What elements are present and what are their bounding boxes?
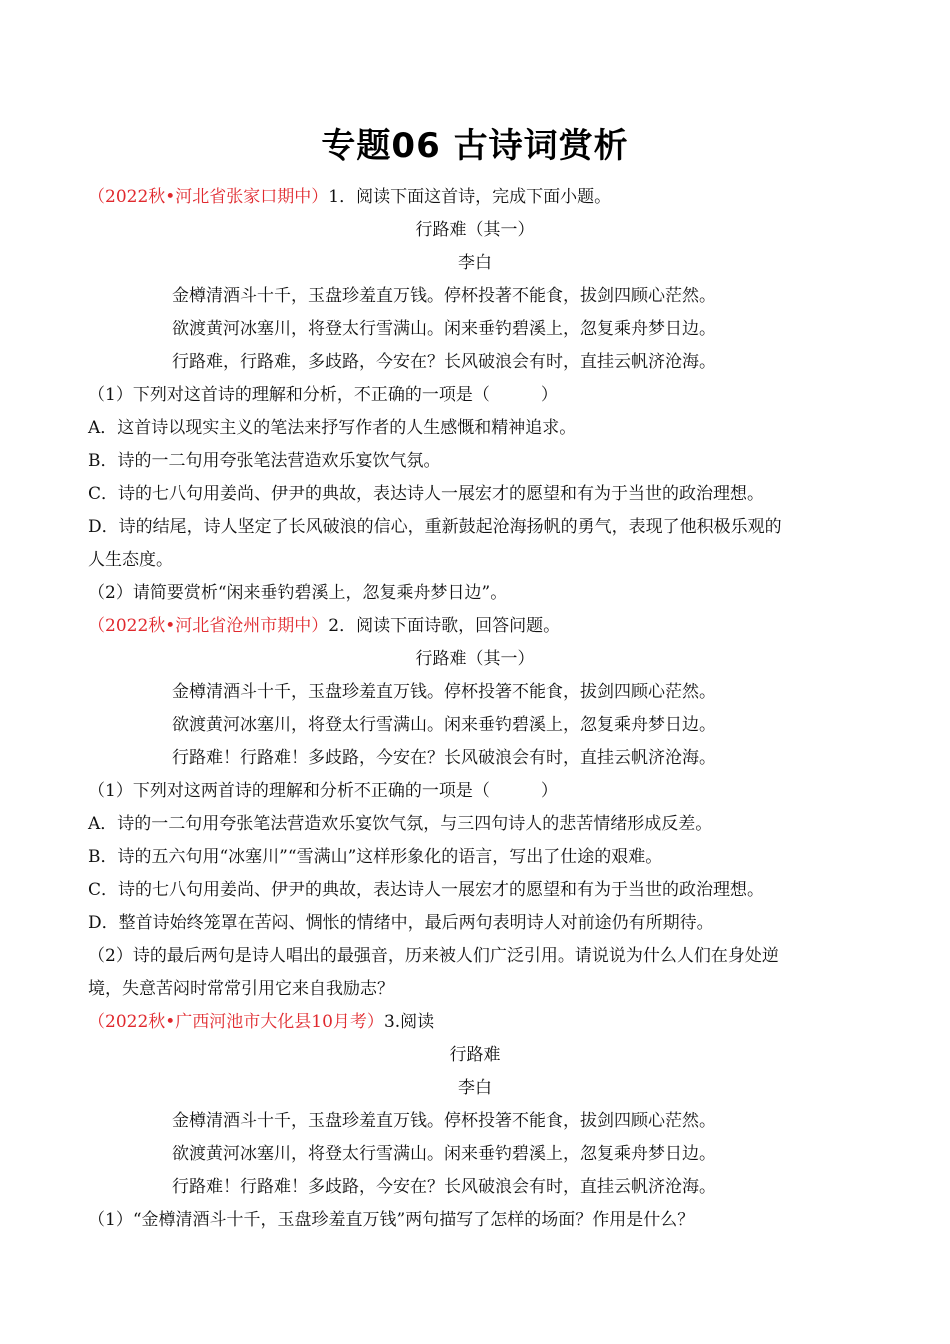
question-2-poem-title: 行路难（其一） [415,649,535,669]
question-3-poem-line-1: 金樽清酒斗十千，玉盘珍羞直万钱。停杯投箸不能食，拔剑四顾心茫然。 [172,1111,716,1131]
question-2-sub-1: （1）下列对这两首诗的理解和分析不正确的一项是（ ） [88,781,558,801]
question-2-poem-line-3: 行路难！行路难！多歧路，今安在？长风破浪会有时，直挂云帆济沧海。 [172,748,716,768]
question-2-source: （2022秋•河北省沧州市期中） [88,616,329,636]
question-3-poem-title: 行路难 [449,1045,501,1065]
question-2-option-d: D．整首诗始终笼罩在苦闷、惆怅的情绪中，最后两句表明诗人对前途仍有所期待。 [88,913,714,933]
question-2-sub-2-line-2: 境，失意苦闷时常常引用它来自我励志？ [88,979,394,999]
question-2-option-a: A．诗的一二句用夸张笔法营造欢乐宴饮气氛，与三四句诗人的悲苦情绪形成反差。 [88,814,713,834]
page-title: 专题06 古诗词赏析 [321,126,629,166]
question-2-poem-line-2: 欲渡黄河冰塞川，将登太行雪满山。闲来垂钓碧溪上，忽复乘舟梦日边。 [172,715,716,735]
question-3-author: 李白 [458,1078,492,1098]
question-3-header [88,1011,434,1033]
question-2-option-c: C．诗的七八句用姜尚、伊尹的典故，表达诗人一展宏才的愿望和有为于当世的政治理想。 [88,880,765,900]
question-3-sub-1: （1）“金樽清酒斗十千，玉盘珍羞直万钱”两句描写了怎样的场面？作用是什么？ [88,1210,695,1230]
question-1-option-d-continued: 人生态度。 [88,550,173,570]
question-2-poem-line-1: 金樽清酒斗十千，玉盘珍羞直万钱。停杯投箸不能食，拔剑四顾心茫然。 [172,682,716,702]
question-1-option-a: A．这首诗以现实主义的笔法来抒写作者的人生感慨和精神追求。 [88,418,577,438]
question-1-option-d: D．诗的结尾，诗人坚定了长风破浪的信心，重新鼓起沧海扬帆的勇气，表现了他积极乐观的 [88,517,782,537]
question-2-header [88,615,560,637]
question-1-intro: 1．阅读下面这首诗，完成下面小题。 [328,187,612,207]
question-1-option-c: C．诗的七八句用姜尚、伊尹的典故，表达诗人一展宏才的愿望和有为于当世的政治理想。 [88,484,765,504]
question-1-header [88,186,611,208]
question-2-option-b: B．诗的五六句用“冰塞川”“雪满山”这样形象化的语言，写出了仕途的艰难。 [88,847,663,867]
question-1-poem-line-2: 欲渡黄河冰塞川，将登太行雪满山。闲来垂钓碧溪上，忽复乘舟梦日边。 [172,319,716,339]
question-1-poem-line-1: 金樽清酒斗十千，玉盘珍羞直万钱。停杯投著不能食，拔剑四顾心茫然。 [172,286,716,306]
question-1-author: 李白 [458,253,492,273]
question-1-poem-title: 行路难（其一） [415,220,535,240]
question-2-intro: 2．阅读下面诗歌，回答问题。 [328,616,561,636]
question-3-poem-line-2: 欲渡黄河冰塞川，将登太行雪满山。闲来垂钓碧溪上，忽复乘舟梦日边。 [172,1144,716,1164]
question-3-source: （2022秋•广西河池市大化县10月考） [88,1012,384,1032]
question-1-sub-1: （1）下列对这首诗的理解和分析，不正确的一项是（ ） [88,385,558,405]
question-1-source: （2022秋•河北省张家口期中） [88,187,329,207]
question-1-poem-line-3: 行路难，行路难，多歧路，今安在？长风破浪会有时，直挂云帆济沧海。 [172,352,716,372]
question-1-option-b: B．诗的一二句用夸张笔法营造欢乐宴饮气氛。 [88,451,441,471]
question-3-poem-line-3: 行路难！行路难！多歧路，今安在？长风破浪会有时，直挂云帆济沧海。 [172,1177,716,1197]
question-2-sub-2-line-1: （2）诗的最后两句是诗人唱出的最强音，历来被人们广泛引用。请说说为什么人们在身处逆 [88,946,779,966]
question-1-sub-2: （2）请简要赏析“闲来垂钓碧溪上，忽复乘舟梦日边”。 [88,583,508,603]
question-3-intro: 3.阅读 [383,1012,435,1032]
